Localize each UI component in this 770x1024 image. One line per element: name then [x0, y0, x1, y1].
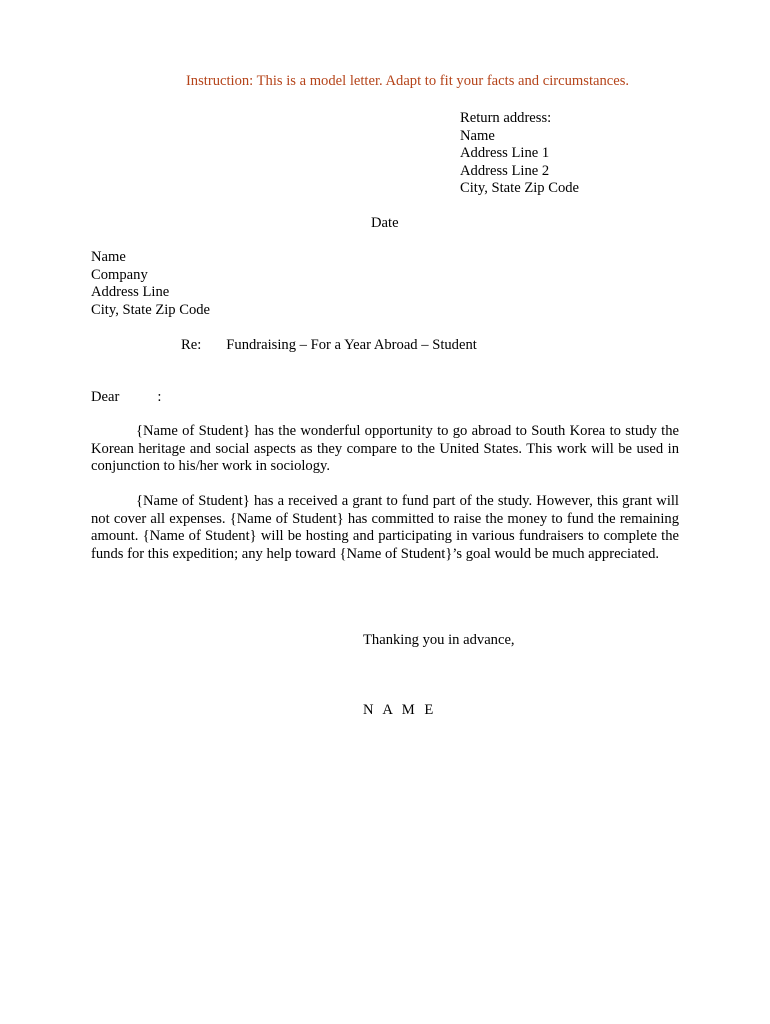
- letter-date: Date: [371, 215, 399, 231]
- recipient-address-line: Address Line: [91, 284, 170, 300]
- return-address-city: City, State Zip Code: [460, 180, 580, 196]
- salutation-word: Dear: [91, 389, 120, 405]
- subject-line: [181, 337, 477, 354]
- return-address-name: Name: [460, 127, 495, 144]
- signature-name: N A M E: [363, 702, 437, 718]
- return-address-label: Return address:: [460, 110, 552, 126]
- return-address-line-2: Address Line 2: [460, 162, 550, 179]
- recipient-company: Company: [91, 266, 148, 283]
- closing-line: Thanking you in advance,: [363, 632, 515, 648]
- body-paragraph-2: {Name of Student} has a received a grant to fund part of the study. However, this grant will not cover all expenses. {Name of Student} has committed to raise the money to fund the remaining amount. {Name of Student} will be hosting and participating in various fundraisers to complete the funds for this expedition; any help toward {Name of Student}’s goal would be much appreciated.: [91, 493, 679, 562]
- return-address-block: [460, 110, 579, 198]
- instruction-note: Instruction: This is a model letter. Adapt to fit your facts and circumstances.: [185, 73, 630, 89]
- body-paragraph-1: {Name of Student} has the wonderful opportunity to go abroad to South Korea to study the Korean heritage and social aspects as they compare to the United States. This work will be used in conjunction to his/her work in sociology.: [91, 423, 679, 474]
- subject-label: Re:: [181, 337, 202, 353]
- recipient-name: Name: [91, 249, 126, 265]
- return-address-line-1: Address Line 1: [460, 145, 550, 161]
- recipient-city: City, State Zip Code: [91, 301, 211, 318]
- subject-text: Fundraising – For a Year Abroad – Student: [226, 337, 477, 353]
- salutation: [91, 389, 161, 406]
- recipient-address-block: [91, 249, 210, 319]
- salutation-colon: :: [157, 389, 162, 405]
